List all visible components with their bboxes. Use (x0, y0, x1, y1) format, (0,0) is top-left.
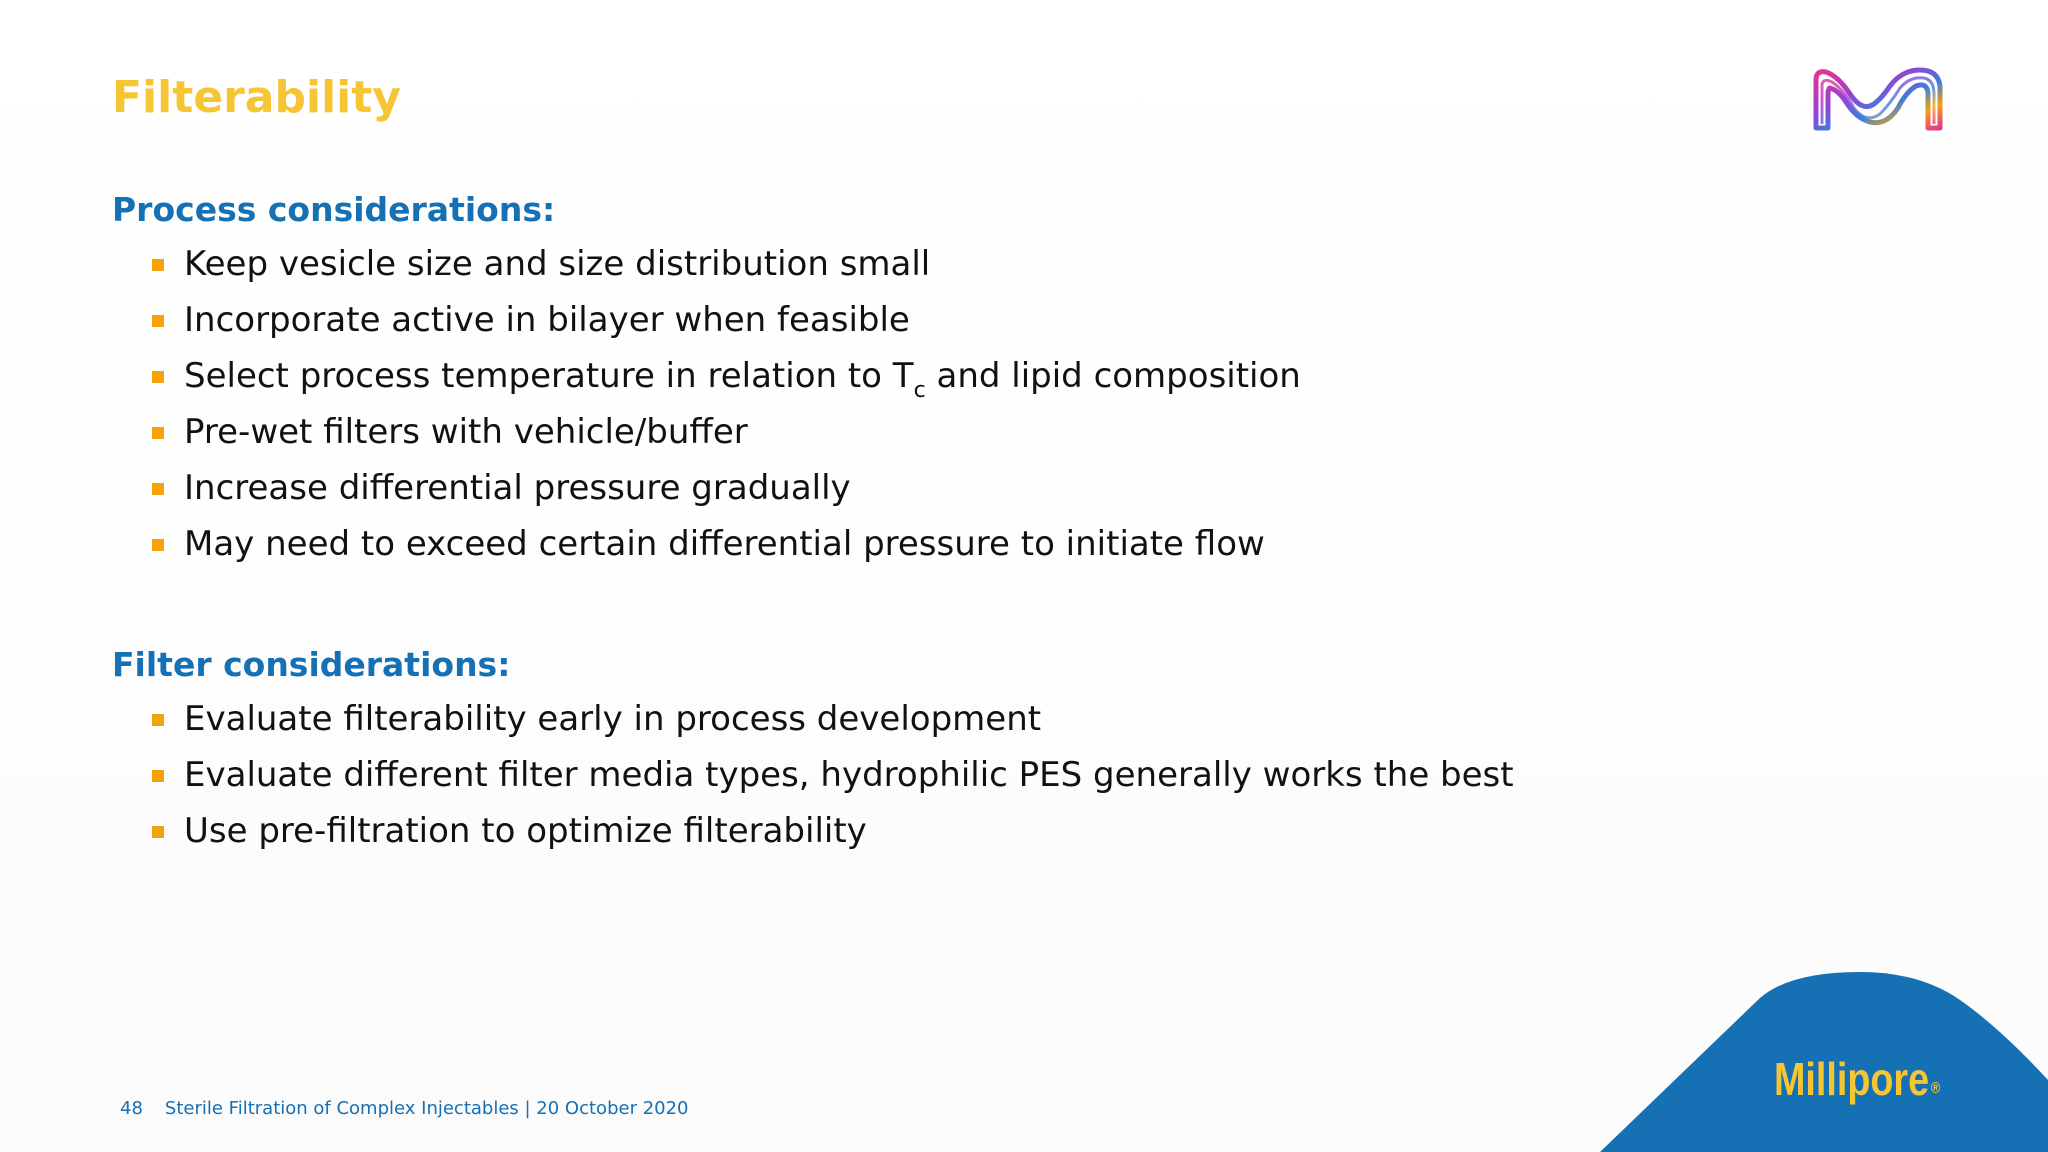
brand-name: Millipore (1774, 1053, 1930, 1105)
list-item (150, 691, 1514, 747)
square-bullet-icon (152, 770, 164, 782)
square-bullet-icon (152, 371, 164, 383)
page-number: 48 (120, 1098, 143, 1119)
filter-considerations-list (150, 691, 1514, 859)
registered-mark: ® (1930, 1080, 1941, 1097)
list-item-text-before-subscript: Select process temperature in relation to T (184, 356, 914, 396)
square-bullet-icon (152, 259, 164, 271)
list-item-text-after-subscript: and lipid composition (925, 356, 1301, 396)
list-item-text: Keep vesicle size and size distribution small (184, 244, 931, 284)
list-item-text: Increase differential pressure gradually (184, 468, 851, 508)
list-item (150, 292, 1301, 348)
list-item (150, 460, 1301, 516)
filter-considerations-heading: Filter considerations: (112, 645, 511, 684)
square-bullet-icon (152, 483, 164, 495)
list-item-text: Evaluate different filter media types, hydrophilic PES generally works the best (184, 755, 1514, 795)
list-item (150, 236, 1301, 292)
square-bullet-icon (152, 427, 164, 439)
merck-m-logo-icon (1810, 64, 1946, 134)
list-item-text: Pre-wet filters with vehicle/buffer (184, 412, 748, 452)
process-considerations-list (150, 236, 1301, 572)
millipore-brand-logo (1774, 1052, 1940, 1106)
square-bullet-icon (152, 714, 164, 726)
list-item-text: Evaluate filterability early in process development (184, 699, 1042, 739)
list-item-text: May need to exceed certain differential pressure to initiate flow (184, 524, 1265, 564)
square-bullet-icon (152, 826, 164, 838)
list-item-text: Use pre-filtration to optimize filterability (184, 811, 867, 851)
list-item (150, 404, 1301, 460)
square-bullet-icon (152, 539, 164, 551)
subscript-c: c (913, 378, 926, 403)
slide-title: Filterability (112, 72, 401, 123)
process-considerations-heading: Process considerations: (112, 190, 556, 229)
list-item (150, 803, 1514, 859)
footer (120, 1098, 689, 1119)
square-bullet-icon (152, 315, 164, 327)
list-item (150, 348, 1301, 404)
footer-text: Sterile Filtration of Complex Injectables | 20 October 2020 (164, 1098, 689, 1119)
list-item-text: Incorporate active in bilayer when feasible (184, 300, 910, 340)
list-item (150, 747, 1514, 803)
list-item (150, 516, 1301, 572)
